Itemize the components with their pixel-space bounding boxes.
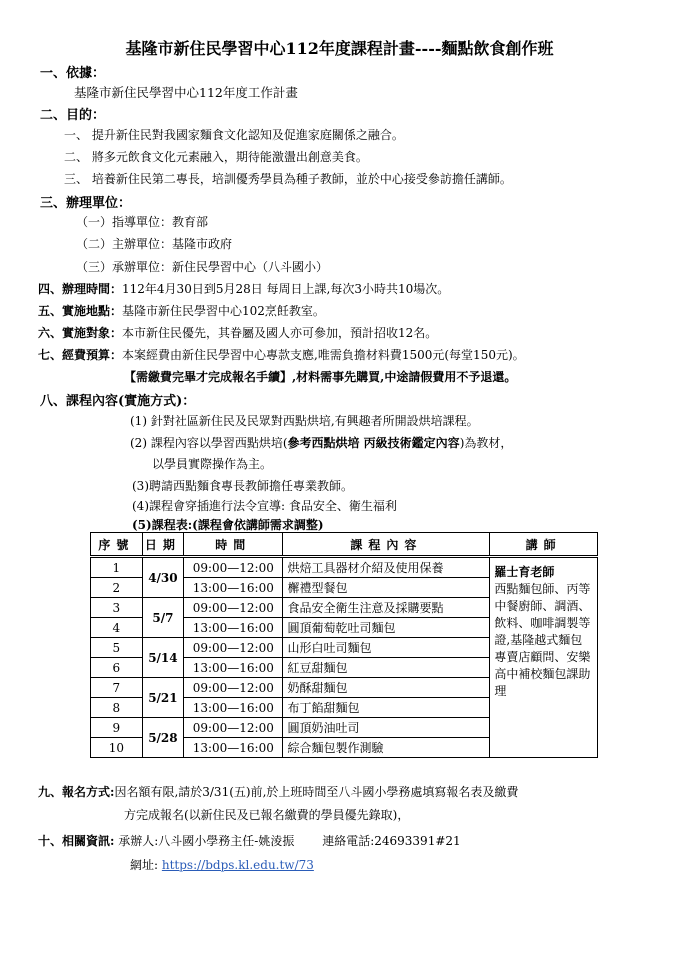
row-time: 09:00—12:00	[184, 678, 283, 698]
section-6-text: 本市新住民優先，其眷屬及國人亦可參加，預計招收12名。	[122, 326, 438, 340]
teacher-desc: 西點麵包師、丙等中餐廚師、調酒、飲料、咖啡調製等證,基隆越式麵包專賣店顧問、安樂高中補校麵包課助理	[494, 582, 591, 698]
row-content: 食品安全衛生注意及採購要點	[283, 598, 490, 618]
course-point-4: (4)課程會穿插進行法令宣導: 食品安全、衛生福利	[132, 499, 397, 513]
unit-item-3: （三）承辦單位：新住民學習中心（八斗國小）	[76, 260, 329, 274]
row-time: 09:00—12:00	[184, 557, 283, 578]
section-1-heading: 一、依據：	[40, 66, 106, 81]
section-10	[38, 832, 461, 849]
row-content: 圓頂葡萄乾吐司麵包	[283, 618, 490, 638]
row-time: 13:00—16:00	[184, 578, 283, 598]
row-no: 6	[91, 658, 143, 678]
website-link[interactable]: https://bdps.kl.edu.tw/73	[161, 858, 314, 872]
row-content: 烘焙工具器材介紹及使用保養	[283, 557, 490, 578]
organizer: 承辦人:八斗國小學務主任-姚淩振	[118, 834, 295, 848]
section-9-cont: 方完成報名(以新住民及已報名繳費的學員優先錄取)，	[124, 808, 410, 822]
section-7-text: 本案經費由新住民學習中心專款支應,唯需負擔材料費1500元(每堂150元)。	[122, 348, 525, 362]
row-date: 5/28	[142, 718, 183, 758]
section-10-label: 十、相關資訊:	[38, 834, 115, 848]
row-content: 綜合麵包製作測驗	[283, 738, 490, 758]
row-content: 檞禮型餐包	[283, 578, 490, 598]
section-4-text: 112年4月30日到5月28日 每周日上課,每次3小時共10場次。	[122, 282, 450, 296]
schedule-table	[90, 532, 598, 758]
schedule-header-row	[91, 533, 598, 557]
section-5-label: 五、實施地點：	[38, 304, 123, 318]
section-6-label: 六、實施對象：	[38, 326, 123, 340]
section-9	[38, 783, 518, 800]
course-point-2-a: (2) 課程內容以學習西點烘培(	[130, 436, 288, 450]
section-2-heading: 二、目的：	[40, 108, 106, 123]
fee-note: 【需繳費完畢才完成報名手續】,材料需事先購買,中途請假費用不予退還。	[124, 370, 517, 384]
row-content: 圓頂奶油吐司	[283, 718, 490, 738]
row-no: 9	[91, 718, 143, 738]
header-time: 時間	[184, 533, 283, 557]
header-date: 日期	[142, 533, 183, 557]
row-time: 13:00—16:00	[184, 658, 283, 678]
course-point-2-cont: 以學員實際操作為主。	[152, 457, 273, 471]
section-5-text: 基隆市新住民學習中心102烹飪教室。	[122, 304, 325, 318]
course-point-1: (1) 針對社區新住民及民眾對西點烘培,有興趣者所開設烘培課程。	[130, 414, 479, 428]
row-no: 10	[91, 738, 143, 758]
course-point-5: (5)課程表:(課程會依講師需求調整)	[132, 518, 324, 532]
row-no: 7	[91, 678, 143, 698]
row-date: 5/7	[142, 598, 183, 638]
section-9-label: 九、報名方式:	[38, 785, 115, 799]
row-no: 8	[91, 698, 143, 718]
section-6	[38, 324, 437, 341]
row-time: 13:00—16:00	[184, 618, 283, 638]
row-date: 5/21	[142, 678, 183, 718]
teacher-name: 羅士育老師	[494, 565, 555, 579]
phone: 連絡電話:24693391#21	[322, 834, 461, 848]
unit-item-2: （二）主辦單位：基隆市政府	[76, 237, 233, 251]
row-no: 3	[91, 598, 143, 618]
row-date: 4/30	[142, 557, 183, 598]
header-no: 序號	[91, 533, 143, 557]
row-time: 13:00—16:00	[184, 738, 283, 758]
purpose-item-2: 二、 將多元飲食文化元素融入，期待能激盪出創意美食。	[64, 150, 368, 164]
course-point-2-c: )為教材，	[459, 436, 513, 450]
teacher-cell	[490, 557, 598, 758]
row-content: 山形白吐司麵包	[283, 638, 490, 658]
section-7-label: 七、經費預算：	[38, 348, 123, 362]
row-content: 布丁餡甜麵包	[283, 698, 490, 718]
course-point-3: (3)聘請西點麵食專長教師擔任專業教師。	[132, 479, 353, 493]
section-1-text: 基隆市新住民學習中心112年度工作計畫	[74, 85, 298, 100]
table-row	[91, 557, 598, 578]
section-4	[38, 280, 449, 297]
row-no: 5	[91, 638, 143, 658]
header-content: 課程內容	[283, 533, 490, 557]
course-point-2-bold: 參考西點烘培 丙級技術鑑定內容	[287, 436, 460, 450]
row-date: 5/14	[142, 638, 183, 678]
website-label: 網址:	[130, 858, 159, 872]
row-time: 13:00—16:00	[184, 698, 283, 718]
row-time: 09:00—12:00	[184, 598, 283, 618]
section-5	[38, 302, 325, 319]
website-line	[130, 856, 314, 873]
page-title: 基隆市新住民學習中心112年度課程計畫----麵點飲食創作班	[125, 39, 554, 58]
row-time: 09:00—12:00	[184, 638, 283, 658]
section-3-heading: 三、辦理單位：	[40, 196, 132, 211]
row-content: 奶酥甜麵包	[283, 678, 490, 698]
section-8-heading: 八、課程內容(實施方式)：	[40, 394, 196, 409]
row-no: 2	[91, 578, 143, 598]
section-9-text: 因名額有限,請於3/31(五)前,於上班時間至八斗國小學務處填寫報名表及繳費	[114, 785, 519, 799]
header-teacher: 講師	[490, 533, 598, 557]
unit-item-1: （一）指導單位：教育部	[76, 215, 209, 229]
row-content: 紅豆甜麵包	[283, 658, 490, 678]
row-time: 09:00—12:00	[184, 718, 283, 738]
purpose-item-1: 一、 提升新住民對我國家麵食文化認知及促進家庭關係之融合。	[64, 128, 404, 142]
row-no: 1	[91, 557, 143, 578]
section-4-label: 四、辦理時間：	[38, 282, 123, 296]
purpose-item-3: 三、 培養新住民第二專長，培訓優秀學員為種子教師，並於中心接受參訪擔任講師。	[64, 172, 512, 186]
row-no: 4	[91, 618, 143, 638]
section-7	[38, 346, 525, 363]
course-point-2	[130, 434, 512, 451]
